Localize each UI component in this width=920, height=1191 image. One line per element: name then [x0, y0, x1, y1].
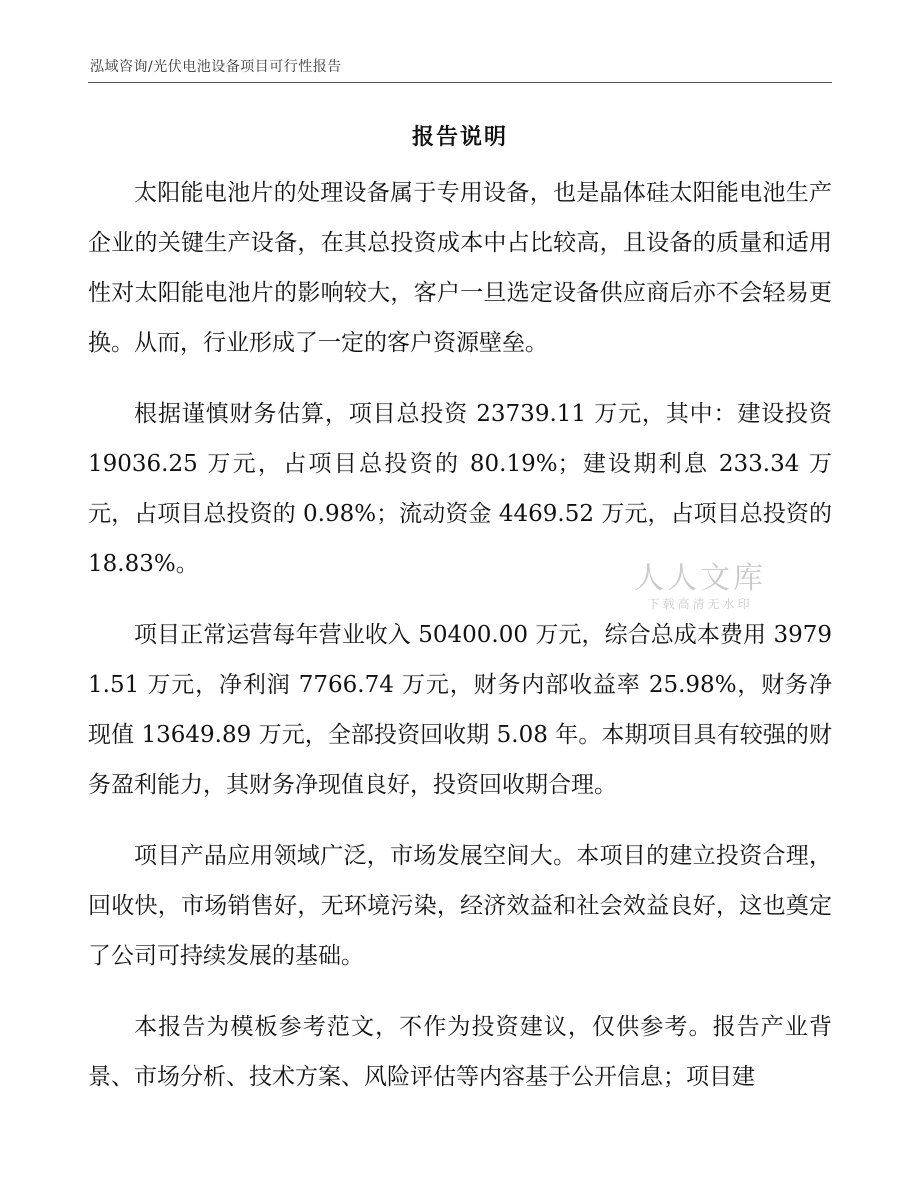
document-header: 泓域咨询/光伏电池设备项目可行性报告 [90, 59, 342, 75]
watermark-title: 人人文库 [634, 561, 766, 596]
document-body [88, 168, 832, 1123]
paragraph-financials: 项目正常运营每年营业收入 50400.00 万元，综合总成本费用 39791.51 万元，净利润 7766.74 万元，财务内部收益率 25.98%，财务净现值 13649.89 万元，全部投资回收期 5.08 年。本期项目具有较强的财务盈利能力，其财务净现值良好，投资回收期合理。 [88, 622, 832, 798]
paragraph-market: 项目产品应用领域广泛，市场发展空间大。本项目的建立投资合理，回收快，市场销售好，无环境污染，经济效益和社会效益良好，这也奠定了公司可持续发展的基础。 [88, 843, 832, 969]
watermark-subtitle: 下载高清无水印 [647, 597, 753, 611]
paragraph-disclaimer: 本报告为模板参考范文，不作为投资建议，仅供参考。报告产业背景、市场分析、技术方案、风险评估等内容基于公开信息；项目建 [88, 1014, 832, 1090]
paragraph-intro: 太阳能电池片的处理设备属于专用设备，也是晶体硅太阳能电池生产企业的关键生产设备，在其总投资成本中占比较高，且设备的质量和适用性对太阳能电池片的影响较大，客户一旦选定设备供应商后亦不会轻易更换。从而，行业形成了一定的客户资源壁垒。 [88, 180, 832, 356]
paragraph-investment: 根据谨慎财务估算，项目总投资 23739.11 万元，其中：建设投资 19036.25 万元，占项目总投资的 80.19%；建设期利息 233.34 万元，占项目总投资的 0.98%；流动资金 4469.52 万元，占项目总投资的 18.83%。 [88, 401, 833, 577]
page-title: 报告说明 [411, 124, 508, 150]
header-divider [88, 82, 832, 83]
